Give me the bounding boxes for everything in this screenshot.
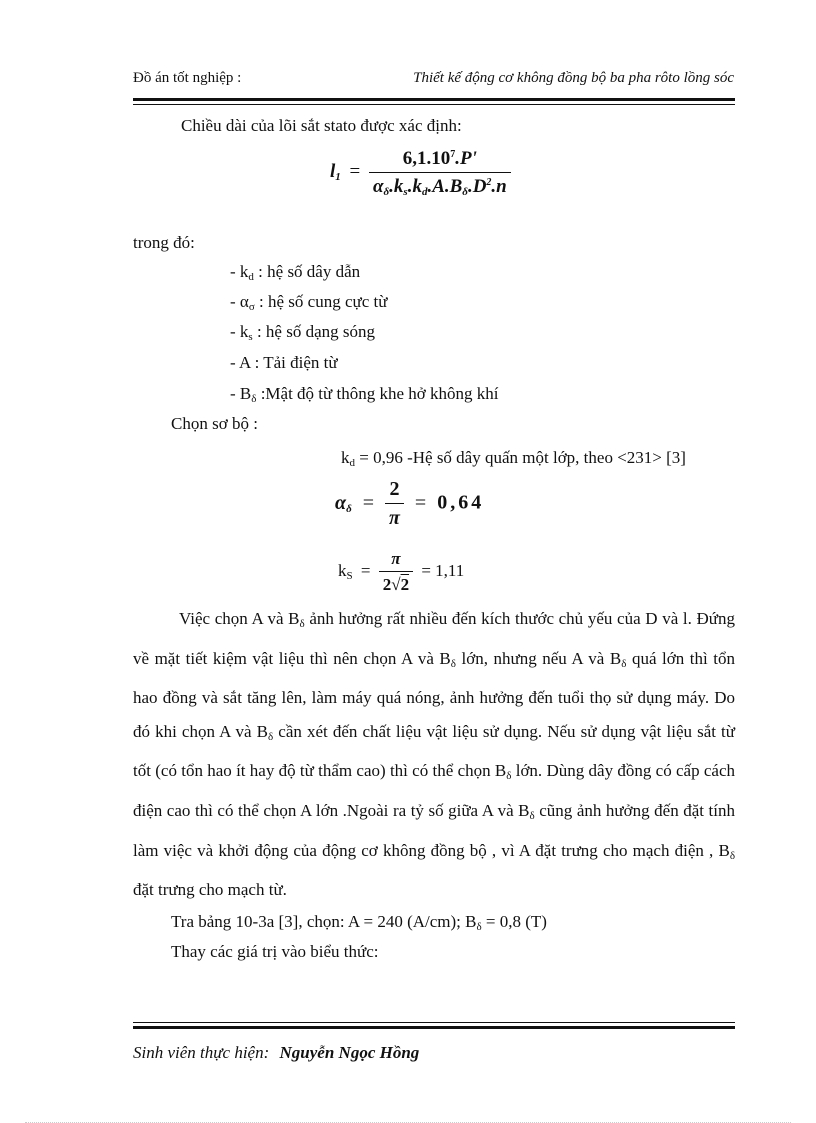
definition-item: - $\alpha_\sigma$ : hệ số cung cực từ xyxy=(230,292,388,313)
table-reference-line: Tra bảng 10-3a [3], chọn: A = 240 (A/cm); $B_\delta = 0,8$ (T) xyxy=(171,912,547,933)
where-label: trong đó: xyxy=(133,233,195,252)
definition-item: - A : Tải điện từ xyxy=(230,353,338,372)
substitute-line: Thay các giá trị vào biểu thức: xyxy=(171,942,379,961)
footer-rule-thin xyxy=(133,1022,735,1023)
alpha-formula: $\alpha_\delta$ = $\frac{2}{\pi}$ = 0,64 xyxy=(335,478,485,529)
kd-line: $k_d = 0,96$ -Hệ số dây quấn một lớp, theo <231> [3] xyxy=(341,448,686,469)
header-rule xyxy=(133,98,735,101)
definition-item: - $k_s$ : hệ số dạng sóng xyxy=(230,322,375,343)
header-left: Đồ án tốt nghiệp : xyxy=(133,70,242,86)
formula-l1-numerator: 6,1.10$^7$.P' xyxy=(402,148,477,169)
footer xyxy=(133,1043,419,1063)
footer-author: Nguyễn Ngọc Hồng xyxy=(279,1043,420,1062)
main-paragraph: Việc chọn A và $B_\delta$ ảnh hưởng rất nhiều đến kích thước chủ yếu của D và l. Đứng về mặt tiết kiệm vật liệu thì nên chọn A và $B_\delta$ lớn, nhưng nếu A và $B_\delta$ quá lớn thì tổn hao đồng và sắt tăng lên, làm máy quá nóng, ảnh hưởng đến tuổi thọ sử dụng máy. Do đó khi chọn A và $B_\delta$ cần xét đến chất liệu vật liệu sử dụng. Nếu sử dụng vật liệu sắt từ tốt (có tổn hao ít hay độ từ thẩm cao) thì có thể chọn $B_\delta$ lớn. Dùng dây đồng có cấp cách điện cao thì có thể chọn A lớn .Ngoài ra tỷ số giữa A và $B_\delta$ cũng ảnh hưởng đến đặt tính làm việc và khởi động của động cơ không đồng bộ , vì A đặt trưng cho mạch điện , $B_\delta$ đặt trưng cho mạch từ. xyxy=(133,609,736,900)
footer-label: Sinh viên thực hiện: xyxy=(133,1043,270,1062)
definition-item: - $k_d$ : hệ số dây dẫn xyxy=(230,262,361,283)
intro-text: Chiều dài của lõi sắt stato được xác định: xyxy=(181,116,462,135)
ks-formula: $k_S$ = $\frac{\pi}{2√2}$ = 1,11 xyxy=(338,549,465,594)
choose-label: Chọn sơ bộ : xyxy=(171,414,258,433)
formula-l1-lhs: $l_1$ xyxy=(330,161,341,184)
definition-item: - $B_\delta$ :Mật độ từ thông khe hở không khí xyxy=(230,384,499,405)
formula-l1-denominator: $\alpha_\delta.k_s.k_d.A.B_\delta.D^2.n$ xyxy=(369,172,511,198)
footer-rule xyxy=(133,1026,735,1029)
formula-l1: $l_1$ = $\frac{6,1.10^7.P'}{\alpha_\delta.k_s.k_d.A.B_\delta.D^2.n}$ xyxy=(330,148,511,198)
header-rule-thin xyxy=(133,104,735,105)
header-right: Thiết kế động cơ không đồng bộ ba pha rôto lồng sóc xyxy=(413,70,734,86)
